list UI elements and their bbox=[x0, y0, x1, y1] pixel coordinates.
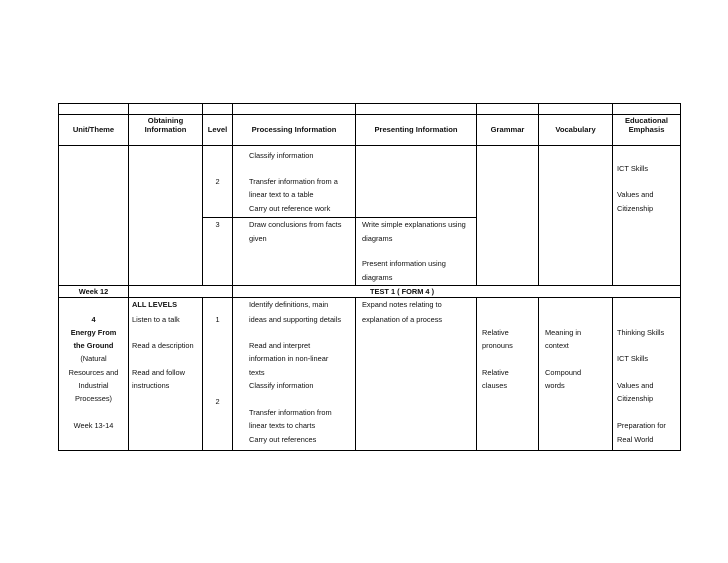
emphasis-item: Preparation for bbox=[617, 421, 666, 430]
vocabulary-item: context bbox=[545, 341, 569, 350]
processing-item: Identify definitions, main bbox=[249, 300, 329, 309]
row-line bbox=[58, 114, 681, 115]
emphasis-item: Citizenship bbox=[617, 394, 654, 403]
unit-title: the Ground bbox=[73, 341, 114, 350]
emphasis-item: Thinking Skills bbox=[617, 328, 665, 337]
grammar-item: Relative bbox=[482, 328, 509, 337]
emphasis-item: Values and bbox=[617, 190, 654, 199]
processing-item: information in non-linear bbox=[249, 354, 329, 363]
obtaining-level: ALL LEVELS bbox=[132, 300, 178, 309]
col-line bbox=[612, 297, 613, 450]
week-label: Week 12 bbox=[78, 287, 109, 296]
processing-item: linear text to a table bbox=[249, 190, 314, 199]
obtaining-item: Read a description bbox=[132, 341, 194, 350]
header-obtaining-2: Information bbox=[144, 125, 187, 134]
presenting-item: explanation of a process bbox=[362, 315, 443, 324]
emphasis-item: Values and bbox=[617, 381, 654, 390]
header-obtaining: Obtaining bbox=[147, 116, 184, 125]
grammar-item: pronouns bbox=[482, 341, 513, 350]
processing-item: Transfer information from bbox=[249, 408, 332, 417]
unit-theme: Industrial bbox=[78, 381, 109, 390]
level-value: 3 bbox=[215, 220, 220, 229]
processing-item: given bbox=[249, 234, 267, 243]
row-line bbox=[202, 217, 476, 218]
unit-theme: Resources and bbox=[68, 368, 119, 377]
header-emphasis: Emphasis bbox=[628, 125, 665, 134]
vocabulary-item: words bbox=[545, 381, 565, 390]
processing-item: Classify information bbox=[249, 381, 314, 390]
processing-item: Transfer information from a bbox=[249, 177, 338, 186]
level-value: 2 bbox=[215, 177, 220, 186]
grammar-item: clauses bbox=[482, 381, 508, 390]
processing-item: Read and interpret bbox=[249, 341, 311, 350]
header-processing: Processing Information bbox=[251, 125, 337, 134]
processing-item: Draw conclusions from facts bbox=[249, 220, 342, 229]
row-line bbox=[58, 145, 681, 146]
emphasis-item: Real World bbox=[617, 435, 654, 444]
grammar-item: Relative bbox=[482, 368, 509, 377]
test-label: TEST 1 ( FORM 4 ) bbox=[370, 287, 435, 296]
col-line bbox=[355, 297, 356, 450]
presenting-item: diagrams bbox=[362, 234, 393, 243]
header-vocabulary: Vocabulary bbox=[555, 125, 596, 134]
unit-week: Week 13-14 bbox=[73, 421, 114, 430]
unit-theme: Processes) bbox=[75, 394, 112, 403]
header-unit-theme: Unit/Theme bbox=[72, 125, 115, 134]
header-level: Level bbox=[207, 125, 228, 134]
row-line bbox=[58, 450, 681, 451]
vocabulary-item: Compound bbox=[545, 368, 582, 377]
unit-title: Energy From bbox=[70, 328, 117, 337]
processing-item: Carry out references bbox=[249, 435, 317, 444]
presenting-item: diagrams bbox=[362, 273, 393, 282]
processing-item: Carry out reference work bbox=[249, 204, 331, 213]
processing-item: Classify information bbox=[249, 151, 314, 160]
vocabulary-item: Meaning in bbox=[545, 328, 582, 337]
presenting-item: Expand notes relating to bbox=[362, 300, 442, 309]
unit-number: 4 bbox=[91, 315, 96, 324]
level-value: 2 bbox=[215, 397, 220, 406]
col-line bbox=[232, 297, 233, 450]
level-value: 1 bbox=[215, 315, 220, 324]
obtaining-item: instructions bbox=[132, 381, 170, 390]
header-grammar: Grammar bbox=[490, 125, 525, 134]
col-line bbox=[538, 297, 539, 450]
emphasis-item: ICT Skills bbox=[617, 354, 649, 363]
col-line bbox=[476, 297, 477, 450]
header-educational: Educational bbox=[624, 116, 669, 125]
obtaining-item: Read and follow bbox=[132, 368, 186, 377]
processing-item: texts bbox=[249, 368, 265, 377]
col-line bbox=[680, 103, 681, 451]
presenting-item: Write simple explanations using bbox=[362, 220, 466, 229]
row-line bbox=[58, 297, 681, 298]
obtaining-item: Listen to a talk bbox=[132, 315, 180, 324]
row-line bbox=[58, 285, 681, 286]
col-line bbox=[128, 297, 129, 450]
col-line bbox=[128, 285, 129, 297]
col-line bbox=[232, 285, 233, 297]
row-line bbox=[58, 103, 681, 104]
processing-item: linear texts to charts bbox=[249, 421, 316, 430]
header-presenting: Presenting Information bbox=[374, 125, 458, 134]
emphasis-item: Citizenship bbox=[617, 204, 654, 213]
presenting-item: Present information using bbox=[362, 259, 446, 268]
unit-theme: (Natural bbox=[80, 354, 107, 363]
emphasis-item: ICT Skills bbox=[617, 164, 649, 173]
processing-item: ideas and supporting details bbox=[249, 315, 342, 324]
